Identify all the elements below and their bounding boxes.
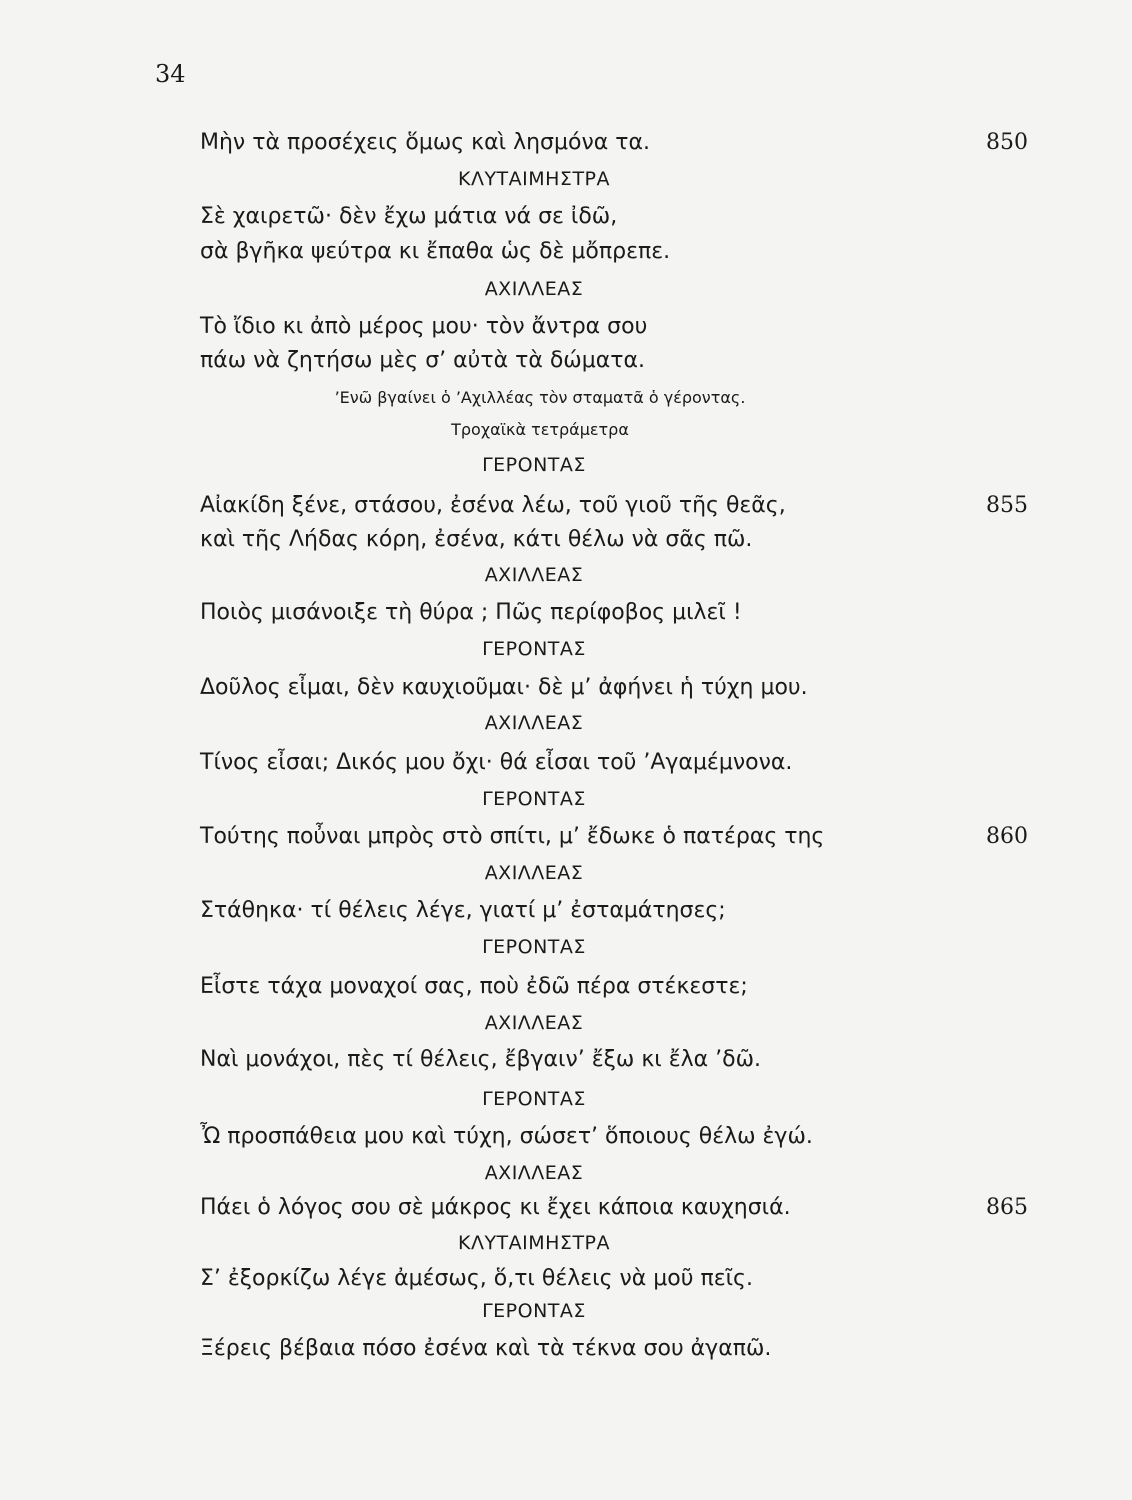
verse-line: Δοῦλος εἶμαι, δὲν καυχιοῦμαι· δὲ μ’ ἀφήνει ἡ τύχη μου. [200,675,808,700]
speaker-name: ΓΕΡΟΝΤΑΣ [482,788,586,810]
verse-line: Εἶστε τάχα μοναχοί σας, ποὺ ἐδῶ πέρα στέκεστε; [200,974,748,999]
speaker-name: ΓΕΡΟΝΤΑΣ [482,1300,586,1322]
verse-line: καὶ τῆς Λήδας κόρη, ἐσένα, κάτι θέλω νὰ σᾶς πῶ. [200,527,753,552]
line-number: 860 [986,824,1028,849]
verse-line: Τὸ ἴδιο κι ἀπὸ μέρος μου· τὸν ἄντρα σου [200,314,648,339]
verse-line: Στάθηκα· τί θέλεις λέγε, γιατί μ’ ἐσταμάτησες; [200,898,726,923]
verse-line: Τούτης ποὖναι μπρὸς στὸ σπίτι, μ’ ἔδωκε ὁ πατέρας της [200,824,825,849]
verse-line: Ποιὸς μισάνοιξε τὴ θύρα ; Πῶς περίφοβος μιλεῖ ! [200,600,742,625]
line-number: 855 [986,493,1028,518]
speaker-name: ΑΧΙΛΛΕΑΣ [484,278,584,300]
verse-line: Ξέρεις βέβαια πόσο ἐσένα καὶ τὰ τέκνα σου ἀγαπῶ. [200,1336,772,1361]
speaker-name: ΓΕΡΟΝΤΑΣ [482,1088,586,1110]
verse-line: Σὲ χαιρετῶ· δὲν ἔχω μάτια νά σε ἰδῶ, [200,204,618,229]
speaker-name: ΚΛΥΤΑΙΜΗΣΤΡΑ [457,1232,611,1254]
speaker-name: ΑΧΙΛΛΕΑΣ [484,564,584,586]
stage-direction: ’Ενῶ βγαίνει ὁ ’Αχιλλέας τὸν σταματᾶ ὁ γέροντας. [334,388,746,407]
verse-line: Ὦ προσπάθεια μου καὶ τύχη, σώσετ’ ὅποιους θέλω ἐγώ. [200,1124,813,1149]
verse-line: πάω νὰ ζητήσω μὲς σ’ αὐτὰ τὰ δώματα. [200,348,645,373]
speaker-name: ΑΧΙΛΛΕΑΣ [484,1162,584,1184]
verse-line: σὰ βγῆκα ψεύτρα κι ἔπαθα ὡς δὲ μὄπρεπε. [200,239,671,264]
verse-line: Ναὶ μονάχοι, πὲς τί θέλεις, ἔβγαιν’ ἔξω κι ἔλα ’δῶ. [200,1047,761,1072]
speaker-name: ΚΛΥΤΑΙΜΗΣΤΡΑ [457,168,611,190]
speaker-name: ΓΕΡΟΝΤΑΣ [482,638,586,660]
speaker-name: ΑΧΙΛΛΕΑΣ [484,862,584,884]
verse-line: Τίνος εἶσαι; Δικός μου ὄχι· θά εἶσαι τοῦ ’Αγαμέμνονα. [200,750,793,775]
meter-label: Τροχαϊκὰ τετράμετρα [451,420,629,439]
line-number: 850 [986,130,1028,155]
verse-line: Πάει ὁ λόγος σου σὲ μάκρος κι ἔχει κάποια καυχησιά. [200,1195,791,1220]
verse-line: Σ’ ἐξορκίζω λέγε ἀμέσως, ὅ,τι θέλεις νὰ μοῦ πεῖς. [200,1266,753,1291]
verse-line: Μὴν τὰ προσέχεις ὅμως καὶ λησμόνα τα. [200,130,650,155]
speaker-name: ΓΕΡΟΝΤΑΣ [482,454,586,476]
speaker-name: ΑΧΙΛΛΕΑΣ [484,712,584,734]
verse-line: Αἰακίδη ξένε, στάσου, ἐσένα λέω, τοῦ γιοῦ τῆς θεᾶς, [200,493,786,518]
line-number: 865 [986,1195,1028,1220]
speaker-name: ΓΕΡΟΝΤΑΣ [482,936,586,958]
speaker-name: ΑΧΙΛΛΕΑΣ [484,1012,584,1034]
page-number: 34 [155,60,186,88]
